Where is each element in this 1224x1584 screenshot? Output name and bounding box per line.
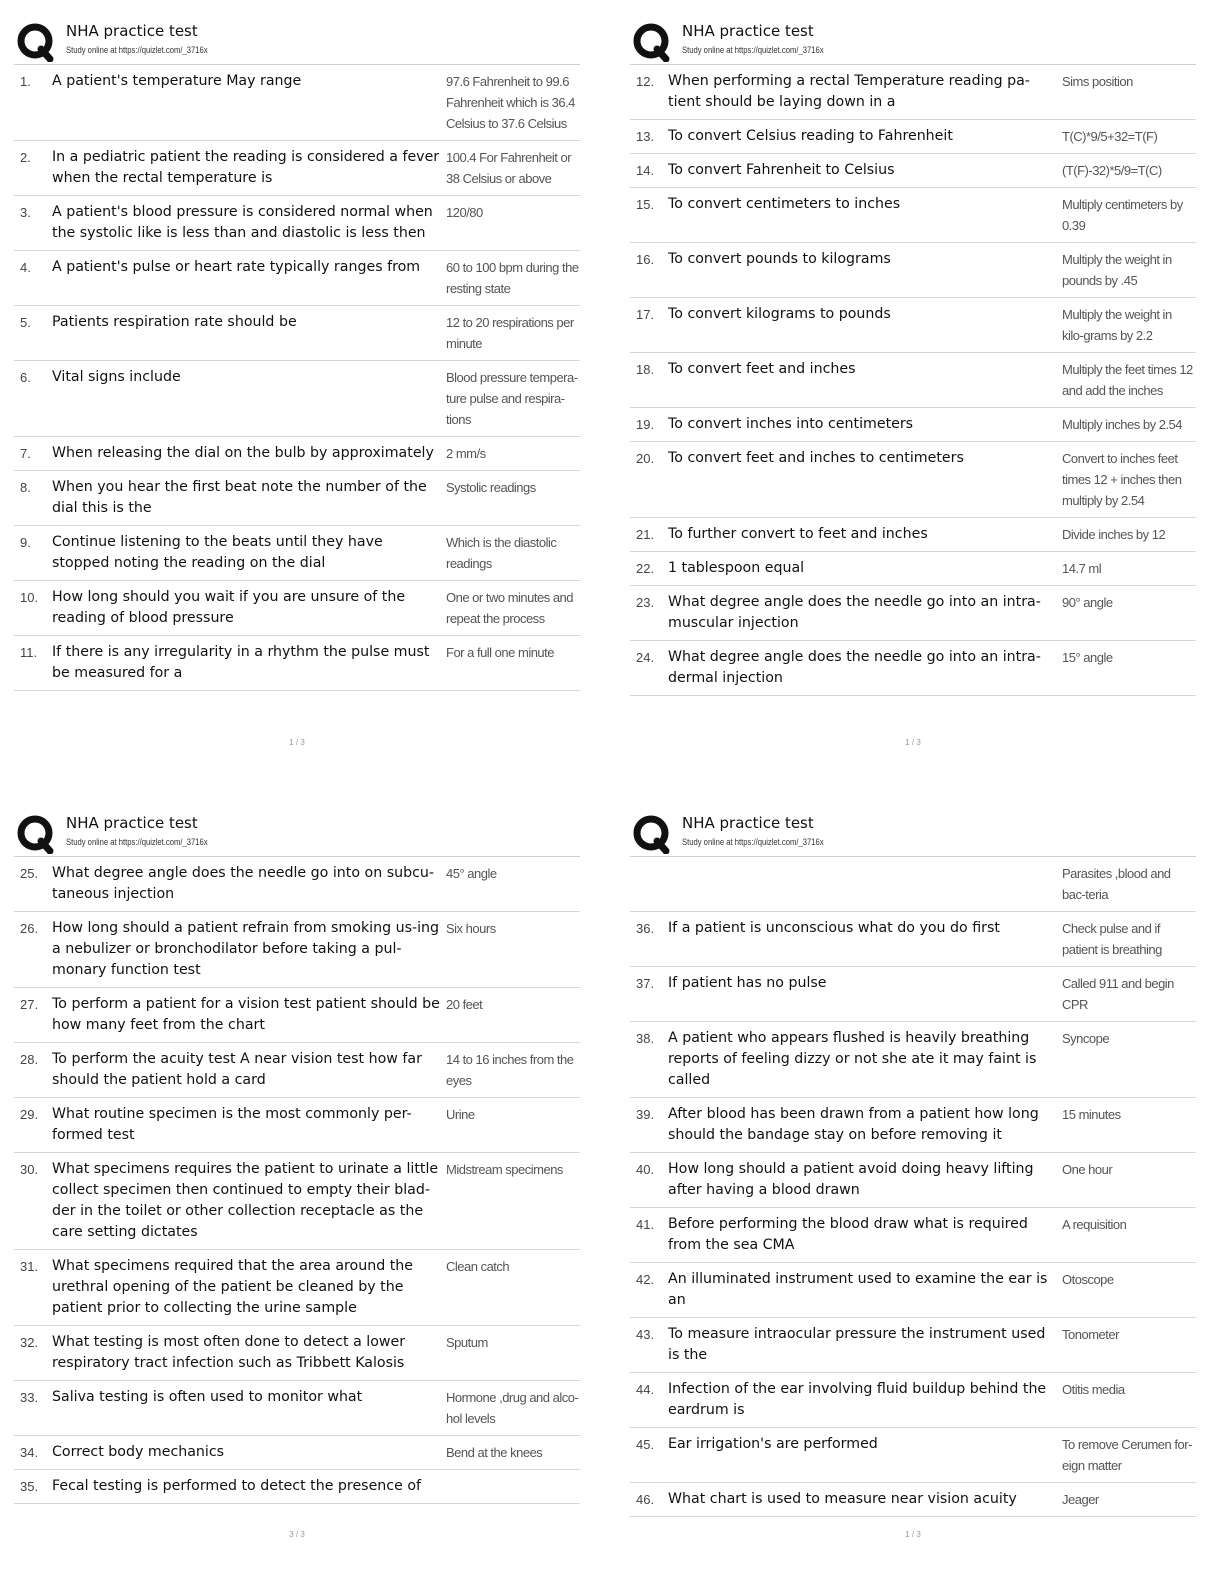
doc-subtitle: Study online at https://quizlet.com/_3716x — [66, 45, 208, 55]
card-term: How long should you wait if you are unsure of the reading of blood pressure — [52, 589, 406, 626]
card-number: 3. — [20, 205, 31, 220]
card-row — [630, 586, 1196, 641]
card-number: 7. — [20, 446, 31, 461]
doc-title: NHA practice test — [682, 814, 814, 832]
card-row — [630, 518, 1196, 552]
card-row — [14, 1470, 580, 1504]
card-term: To convert inches into centimeters — [668, 416, 914, 432]
card-row — [14, 1153, 580, 1250]
card-term: What degree angle does the needle go into on subcu-taneous injection — [52, 865, 434, 902]
card-row — [14, 526, 580, 581]
quizlet-logo-icon — [16, 814, 56, 854]
doc-title: NHA practice test — [66, 22, 198, 40]
card-row — [630, 912, 1196, 967]
card-row — [14, 65, 580, 141]
card-row — [14, 196, 580, 251]
page-4 — [630, 808, 1196, 1578]
card-term: To convert Fahrenheit to Celsius — [668, 162, 895, 178]
card-list — [630, 856, 1196, 1517]
card-term: What routine specimen is the most commonly per-formed test — [52, 1106, 412, 1143]
card-row — [14, 1250, 580, 1326]
card-definition: Convert to inches feet times 12 + inches then multiply by 2.54 — [1062, 451, 1182, 508]
card-definition: 14.7 ml — [1062, 561, 1102, 576]
card-number: 26. — [20, 921, 39, 936]
doc-subtitle: Study online at https://quizlet.com/_3716x — [682, 837, 824, 847]
card-definition: Multiply the weight in pounds by .45 — [1062, 252, 1172, 288]
card-number: 20. — [636, 451, 655, 466]
page-number: 1 / 3 — [905, 1530, 921, 1539]
card-definition: Jeager — [1062, 1492, 1099, 1507]
card-definition: T(C)*9/5+32=T(F) — [1062, 129, 1158, 144]
card-row — [14, 1381, 580, 1436]
doc-subtitle: Study online at https://quizlet.com/_3716x — [682, 45, 824, 55]
card-row — [630, 154, 1196, 188]
card-number: 15. — [636, 197, 655, 212]
card-number: 29. — [20, 1107, 39, 1122]
card-row — [14, 1326, 580, 1381]
card-definition: Otoscope — [1062, 1272, 1114, 1287]
card-definition: Clean catch — [446, 1259, 510, 1274]
card-number: 14. — [636, 163, 655, 178]
card-number: 27. — [20, 997, 39, 1012]
card-list — [630, 64, 1196, 696]
card-definition: Hormone ,drug and alco-hol levels — [446, 1390, 579, 1426]
page-number: 1 / 3 — [289, 738, 305, 747]
card-number: 39. — [636, 1107, 655, 1122]
card-number: 19. — [636, 417, 655, 432]
card-number: 25. — [20, 866, 39, 881]
card-definition: 100.4 For Fahrenheit or 38 Celsius or above — [446, 150, 572, 186]
card-row — [14, 581, 580, 636]
card-row — [630, 408, 1196, 442]
card-row — [630, 1263, 1196, 1318]
card-row — [630, 967, 1196, 1022]
card-definition: For a full one minute — [446, 645, 555, 660]
card-definition: 14 to 16 inches from the eyes — [446, 1052, 574, 1088]
card-term: Saliva testing is often used to monitor what — [52, 1389, 363, 1405]
card-definition: Otitis media — [1062, 1382, 1125, 1397]
card-definition: A requisition — [1062, 1217, 1127, 1232]
page-number: 3 / 3 — [289, 1530, 305, 1539]
card-term: What degree angle does the needle go into an intra-dermal injection — [668, 649, 1041, 686]
card-definition: Multiply the feet times 12 and add the inches — [1062, 362, 1193, 398]
card-term: What specimens requires the patient to urinate a little collect specimen then continued to empty their blad-der in the toilet or other collection receptacle as the care setting dictates — [52, 1161, 439, 1240]
card-number: 45. — [636, 1437, 655, 1452]
card-definition: Parasites ,blood and bac-teria — [1062, 866, 1171, 902]
card-number: 12. — [636, 74, 655, 89]
card-term: To convert centimeters to inches — [668, 196, 901, 212]
card-row — [630, 442, 1196, 518]
card-definition: Which is the diastolic readings — [446, 535, 557, 571]
card-number: 46. — [636, 1492, 655, 1507]
card-row — [630, 298, 1196, 353]
card-row — [14, 306, 580, 361]
card-term: What degree angle does the needle go into an intra-muscular injection — [668, 594, 1041, 631]
quizlet-logo-icon — [16, 22, 56, 62]
card-term: To further convert to feet and inches — [668, 526, 928, 542]
card-definition: 20 feet — [446, 997, 483, 1012]
card-number: 31. — [20, 1259, 39, 1274]
card-term: Continue listening to the beats until they have stopped noting the reading on the dial — [52, 534, 383, 571]
card-row — [14, 912, 580, 988]
card-number: 36. — [636, 921, 655, 936]
card-definition: 15 minutes — [1062, 1107, 1121, 1122]
card-number: 37. — [636, 976, 655, 991]
card-term: An illuminated instrument used to examine the ear is an — [668, 1271, 1048, 1308]
card-number: 40. — [636, 1162, 655, 1177]
doc-title: NHA practice test — [682, 22, 814, 40]
card-definition: 2 mm/s — [446, 446, 486, 461]
card-term: A patient's blood pressure is considered normal when the systolic like is less than and diastolic is less then — [52, 204, 433, 241]
card-row — [14, 988, 580, 1043]
card-term: A patient's pulse or heart rate typically ranges from — [52, 259, 421, 275]
card-term: To convert pounds to kilograms — [668, 251, 891, 267]
card-definition: Syncope — [1062, 1031, 1110, 1046]
card-definition: 15° angle — [1062, 650, 1113, 665]
page-header — [14, 16, 580, 64]
card-number: 38. — [636, 1031, 655, 1046]
card-row — [630, 1428, 1196, 1483]
card-term: To convert feet and inches — [668, 361, 856, 377]
card-number: 9. — [20, 535, 31, 550]
card-definition: Urine — [446, 1107, 475, 1122]
card-number: 30. — [20, 1162, 39, 1177]
card-row — [14, 1436, 580, 1470]
page-number: 1 / 3 — [905, 738, 921, 747]
card-row — [630, 1098, 1196, 1153]
card-number: 16. — [636, 252, 655, 267]
card-term: To convert kilograms to pounds — [668, 306, 891, 322]
page-header — [14, 808, 580, 856]
card-definition: 97.6 Fahrenheit to 99.6 Fahrenheit which is 36.4 Celsius to 37.6 Celsius — [446, 74, 575, 131]
card-term: Patients respiration rate should be — [52, 314, 297, 330]
card-row — [630, 353, 1196, 408]
card-list — [14, 64, 580, 691]
doc-title: NHA practice test — [66, 814, 198, 832]
card-number: 22. — [636, 561, 655, 576]
quizlet-logo-icon — [632, 22, 672, 62]
card-definition: Bend at the knees — [446, 1445, 543, 1460]
card-number: 35. — [20, 1479, 39, 1494]
card-number: 42. — [636, 1272, 655, 1287]
card-number: 18. — [636, 362, 655, 377]
card-term: Fecal testing is performed to detect the presence of — [52, 1478, 422, 1494]
card-row — [630, 641, 1196, 696]
page-3 — [14, 808, 580, 1578]
card-number: 10. — [20, 590, 39, 605]
card-term: When performing a rectal Temperature reading pa-tient should be laying down in a — [668, 73, 1030, 110]
card-definition: Midstream specimens — [446, 1162, 563, 1177]
card-definition: 120/80 — [446, 205, 483, 220]
card-number: 6. — [20, 370, 31, 385]
card-row — [630, 1318, 1196, 1373]
card-row — [14, 437, 580, 471]
card-row — [630, 857, 1196, 912]
card-definition: One hour — [1062, 1162, 1113, 1177]
card-term: To convert feet and inches to centimeters — [668, 450, 964, 466]
card-row — [14, 636, 580, 691]
card-term: When you hear the first beat note the number of the dial this is the — [52, 479, 427, 516]
card-number: 21. — [636, 527, 655, 542]
card-number: 11. — [20, 645, 38, 660]
card-definition: To remove Cerumen for-eign matter — [1062, 1437, 1192, 1473]
card-number: 17. — [636, 307, 655, 322]
card-term: A patient who appears flushed is heavily breathing reports of feeling dizzy or not she ate it may faint is called — [668, 1030, 1037, 1088]
doc-subtitle: Study online at https://quizlet.com/_3716x — [66, 837, 208, 847]
card-term: To convert Celsius reading to Fahrenheit — [668, 128, 953, 144]
card-row — [630, 1153, 1196, 1208]
card-row — [14, 1043, 580, 1098]
card-row — [630, 243, 1196, 298]
card-term: Before performing the blood draw what is required from the sea CMA — [668, 1216, 1028, 1253]
card-term: How long should a patient refrain from smoking us-ing a nebulizer or bronchodilator before taking a pul-monary function test — [52, 920, 440, 978]
card-row — [630, 65, 1196, 120]
card-definition: Six hours — [446, 921, 496, 936]
card-term: A patient's temperature May range — [52, 73, 302, 89]
card-term: If there is any irregularity in a rhythm the pulse must be measured for a — [52, 644, 430, 681]
card-row — [14, 361, 580, 437]
card-number: 43. — [636, 1327, 655, 1342]
page-header — [630, 808, 1196, 856]
card-definition: 60 to 100 bpm during the resting state — [446, 260, 579, 296]
card-row — [14, 1098, 580, 1153]
card-definition: Systolic readings — [446, 480, 536, 495]
card-term: 1 tablespoon equal — [668, 560, 805, 576]
card-definition: Sims position — [1062, 74, 1133, 89]
card-number: 1. — [20, 74, 31, 89]
page-2 — [630, 16, 1196, 786]
card-term: Ear irrigation's are performed — [668, 1436, 878, 1452]
card-row — [630, 1022, 1196, 1098]
card-definition: Divide inches by 12 — [1062, 527, 1166, 542]
card-definition: 12 to 20 respirations per minute — [446, 315, 574, 351]
card-number: 34. — [20, 1445, 39, 1460]
card-term: After blood has been drawn from a patient how long should the bandage stay on before removing it — [668, 1106, 1039, 1143]
card-row — [630, 188, 1196, 243]
page-header — [630, 16, 1196, 64]
card-number: 13. — [636, 129, 655, 144]
card-term: What testing is most often done to detect a lower respiratory tract infection such as Tribbett Kalosis — [52, 1334, 406, 1371]
card-definition: Sputum — [446, 1335, 488, 1350]
card-term: Vital signs include — [52, 369, 181, 385]
card-term: When releasing the dial on the bulb by approximately — [52, 445, 434, 461]
card-term: To perform the acuity test A near vision test how far should the patient hold a card — [52, 1051, 422, 1088]
card-definition: Tonometer — [1062, 1327, 1119, 1342]
card-row — [630, 1373, 1196, 1428]
card-term: Correct body mechanics — [52, 1444, 225, 1460]
card-term: What chart is used to measure near vision acuity — [668, 1491, 1017, 1507]
card-term: Infection of the ear involving fluid buildup behind the eardrum is — [668, 1381, 1047, 1418]
quizlet-logo-icon — [632, 814, 672, 854]
card-row — [14, 141, 580, 196]
card-definition: Called 911 and begin CPR — [1062, 976, 1174, 1012]
card-term: To perform a patient for a vision test patient should be how many feet from the chart — [52, 996, 440, 1033]
card-definition: Multiply the weight in kilo-grams by 2.2 — [1062, 307, 1172, 343]
card-number: 28. — [20, 1052, 39, 1067]
card-term: What specimens required that the area around the urethral opening of the patient be cleaned by the patient prior to collecting the urine sample — [52, 1258, 413, 1316]
card-definition: Blood pressure tempera-ture pulse and respira-tions — [446, 370, 578, 427]
card-term: If a patient is unconscious what do you do first — [668, 920, 1000, 936]
card-definition: (T(F)-32)*5/9=T(C) — [1062, 163, 1162, 178]
card-number: 32. — [20, 1335, 39, 1350]
card-number: 33. — [20, 1390, 39, 1405]
card-number: 41. — [636, 1217, 655, 1232]
card-definition: 90° angle — [1062, 595, 1113, 610]
card-number: 5. — [20, 315, 31, 330]
card-definition: One or two minutes and repeat the process — [446, 590, 574, 626]
card-term: To measure intraocular pressure the instrument used is the — [668, 1326, 1046, 1363]
card-number: 44. — [636, 1382, 655, 1397]
card-number: 24. — [636, 650, 655, 665]
card-term: How long should a patient avoid doing heavy lifting after having a blood drawn — [668, 1161, 1034, 1198]
card-definition: Multiply centimeters by 0.39 — [1062, 197, 1183, 233]
card-row — [630, 1208, 1196, 1263]
card-definition: 45° angle — [446, 866, 497, 881]
card-number: 2. — [20, 150, 31, 165]
card-number: 23. — [636, 595, 655, 610]
card-row — [630, 1483, 1196, 1517]
card-term: In a pediatric patient the reading is considered a fever when the rectal temperature is — [52, 149, 440, 186]
card-row — [14, 251, 580, 306]
card-row — [14, 471, 580, 526]
card-row — [630, 552, 1196, 586]
card-definition: Check pulse and if patient is breathing — [1062, 921, 1162, 957]
card-list — [14, 856, 580, 1504]
card-number: 4. — [20, 260, 31, 275]
card-number: 8. — [20, 480, 31, 495]
page-1 — [14, 16, 580, 786]
card-row — [630, 120, 1196, 154]
card-row — [14, 857, 580, 912]
card-definition: Multiply inches by 2.54 — [1062, 417, 1183, 432]
card-term: If patient has no pulse — [668, 975, 827, 991]
